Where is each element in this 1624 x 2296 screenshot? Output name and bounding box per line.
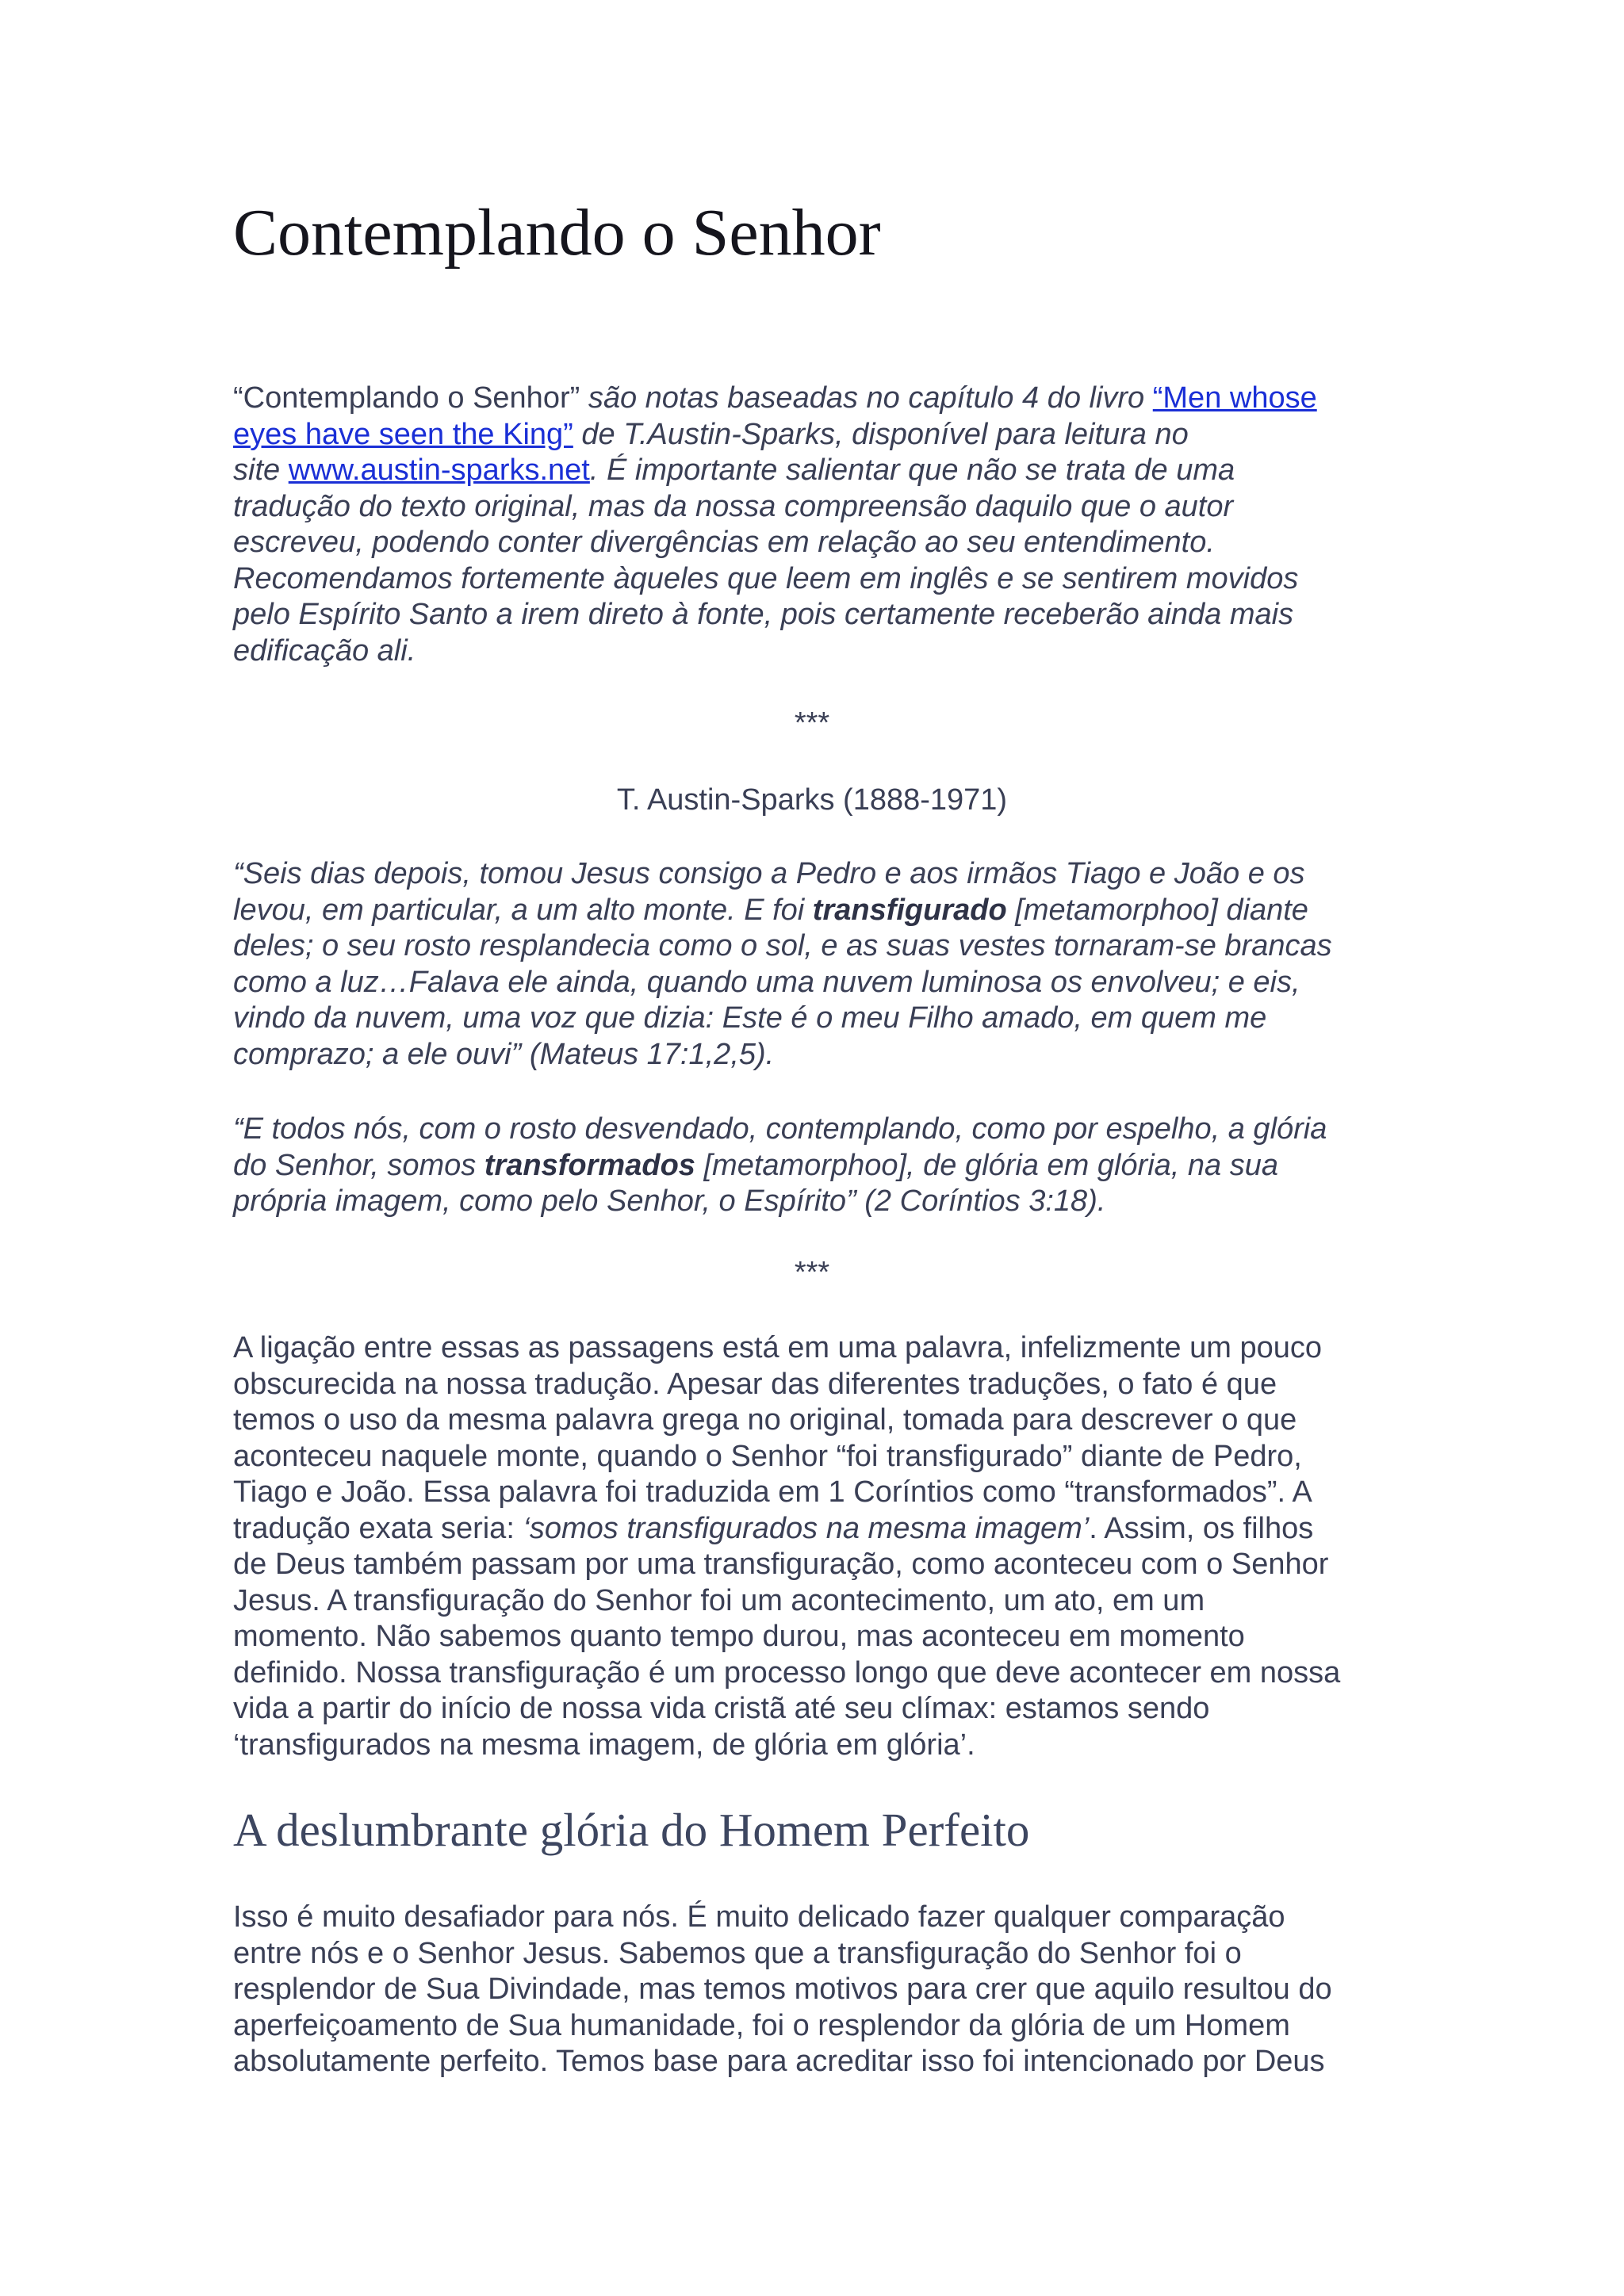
intro-line: tradução do texto original, mas da nossa compreensão daquilo que o autor <box>233 489 1234 523</box>
book-link-continued[interactable]: eyes have seen the King” <box>233 417 573 451</box>
page-title: Contemplando o Senhor <box>233 196 881 270</box>
body-line: vida a partir do início de nossa vida cristã até seu clímax: estamos sendo <box>233 1692 1210 1725</box>
quote-line: como a luz…Falava ele ainda, quando uma nuvem luminosa os envolveu; e eis, <box>233 965 1300 999</box>
intro-paragraph <box>233 381 1391 669</box>
quote-text: levou, em particular, a um alto monte. E foi <box>233 893 813 927</box>
body-text: tradução exata seria: <box>233 1511 523 1545</box>
intro-line <box>233 417 1391 453</box>
intro-text: site <box>233 453 289 487</box>
quote-matthew <box>233 856 1391 1073</box>
body-line: ‘transfigurados na mesma imagem, de glória em glória’. <box>233 1728 975 1762</box>
emphasis-word: transfigurado <box>812 893 1007 927</box>
quote-line: “Seis dias depois, tomou Jesus consigo a Pedro e aos irmãos Tiago e João e os <box>233 857 1305 890</box>
intro-line: pelo Espírito Santo a irem direto à fonte, pois certamente receberão ainda mais <box>233 598 1294 631</box>
body-line: aperfeiçoamento de Sua humanidade, foi o resplendor da glória de um Homem <box>233 2008 1290 2042</box>
quote-line: deles; o seu rosto resplandecia como o sol, e as suas vestes tornaram-se brancas <box>233 929 1332 962</box>
body-line: absolutamente perfeito. Temos base para acreditar isso foi intencionado por Deus <box>233 2045 1325 2078</box>
intro-text: são notas baseadas no capítulo 4 do livro <box>580 381 1153 415</box>
section-heading: A deslumbrante glória do Homem Perfeito <box>233 1804 1030 1856</box>
intro-line: edificação ali. <box>233 633 416 668</box>
body-line: resplendor de Sua Divindade, mas temos motivos para crer que aquilo resultou do <box>233 1973 1332 2006</box>
quote-line <box>233 1148 1391 1184</box>
body-line: definido. Nossa transfiguração é um processo longo que deve acontecer em nossa <box>233 1655 1341 1689</box>
body-line <box>233 1511 1391 1548</box>
body-italic-phrase: ‘somos transfigurados na mesma imagem’ <box>523 1511 1090 1545</box>
quote-line: “E todos nós, com o rosto desvendado, contemplando, como por espelho, a glória <box>233 1112 1327 1146</box>
intro-line <box>233 453 1391 489</box>
body-line: entre nós e o Senhor Jesus. Sabemos que a transfiguração do Senhor foi o <box>233 1936 1242 1970</box>
intro-title-quote: “Contemplando o Senhor” <box>233 381 580 415</box>
quote-corinthians <box>233 1112 1391 1220</box>
quote-text: [metamorphoo], de glória em glória, na sua <box>695 1148 1278 1182</box>
separator <box>233 706 1391 742</box>
body-line: aconteceu naquele monte, quando o Senhor “foi transfigurado” diante de Pedro, <box>233 1439 1302 1473</box>
author-text: T. Austin-Sparks (1888-1971) <box>616 783 1008 817</box>
quote-line: comprazo; a ele ouvi” (Mateus 17:1,2,5). <box>233 1037 775 1071</box>
intro-line: escreveu, podendo conter divergências em relação ao seu entendimento. <box>233 526 1215 559</box>
body-line: A ligação entre essas as passagens está em uma palavra, infelizmente um pouco <box>233 1331 1322 1364</box>
body-line: obscurecida na nossa tradução. Apesar das diferentes traduções, o fato é que <box>233 1367 1277 1401</box>
quote-line <box>233 893 1391 929</box>
separator-text: *** <box>794 1256 830 1289</box>
intro-line: Recomendamos fortemente àqueles que leem em inglês e se sentirem movidos <box>233 561 1299 595</box>
quote-line: própria imagem, como pelo Senhor, o Espírito” (2 Coríntios 3:18). <box>233 1184 1106 1218</box>
intro-line <box>233 381 1391 417</box>
body-paragraph-2 <box>233 1900 1391 2080</box>
site-link[interactable]: www.austin-sparks.net <box>288 453 590 487</box>
separator-text: *** <box>794 706 830 740</box>
body-text: . Assim, os filhos <box>1089 1511 1314 1545</box>
intro-text: de T.Austin-Sparks, disponível para leitura no <box>573 417 1189 451</box>
body-line: Jesus. A transfiguração do Senhor foi um acontecimento, um ato, em um <box>233 1583 1205 1617</box>
body-line: Tiago e João. Essa palavra foi traduzida em 1 Coríntios como “transformados”. A <box>233 1475 1312 1509</box>
quote-text: do Senhor, somos <box>233 1148 485 1182</box>
author-line <box>233 783 1391 819</box>
body-paragraph-1 <box>233 1330 1391 1763</box>
book-link[interactable]: “Men whose <box>1152 381 1317 415</box>
separator <box>233 1255 1391 1292</box>
quote-text: [metamorphoo] diante <box>1006 893 1308 927</box>
body-line: de Deus também passam por uma transfiguração, como aconteceu com o Senhor <box>233 1548 1329 1581</box>
emphasis-word: transformados <box>484 1148 695 1182</box>
intro-text: . É importante salientar que não se trata de uma <box>589 453 1235 487</box>
quote-line: vindo da nuvem, uma voz que dizia: Este é o meu Filho amado, em quem me <box>233 1001 1267 1035</box>
body-line: temos o uso da mesma palavra grega no original, tomada para descrever o que <box>233 1403 1297 1437</box>
body-line: Isso é muito desafiador para nós. É muito delicado fazer qualquer comparação <box>233 1900 1285 1934</box>
body-line: momento. Não sabemos quanto tempo durou, mas aconteceu em momento <box>233 1620 1245 1653</box>
